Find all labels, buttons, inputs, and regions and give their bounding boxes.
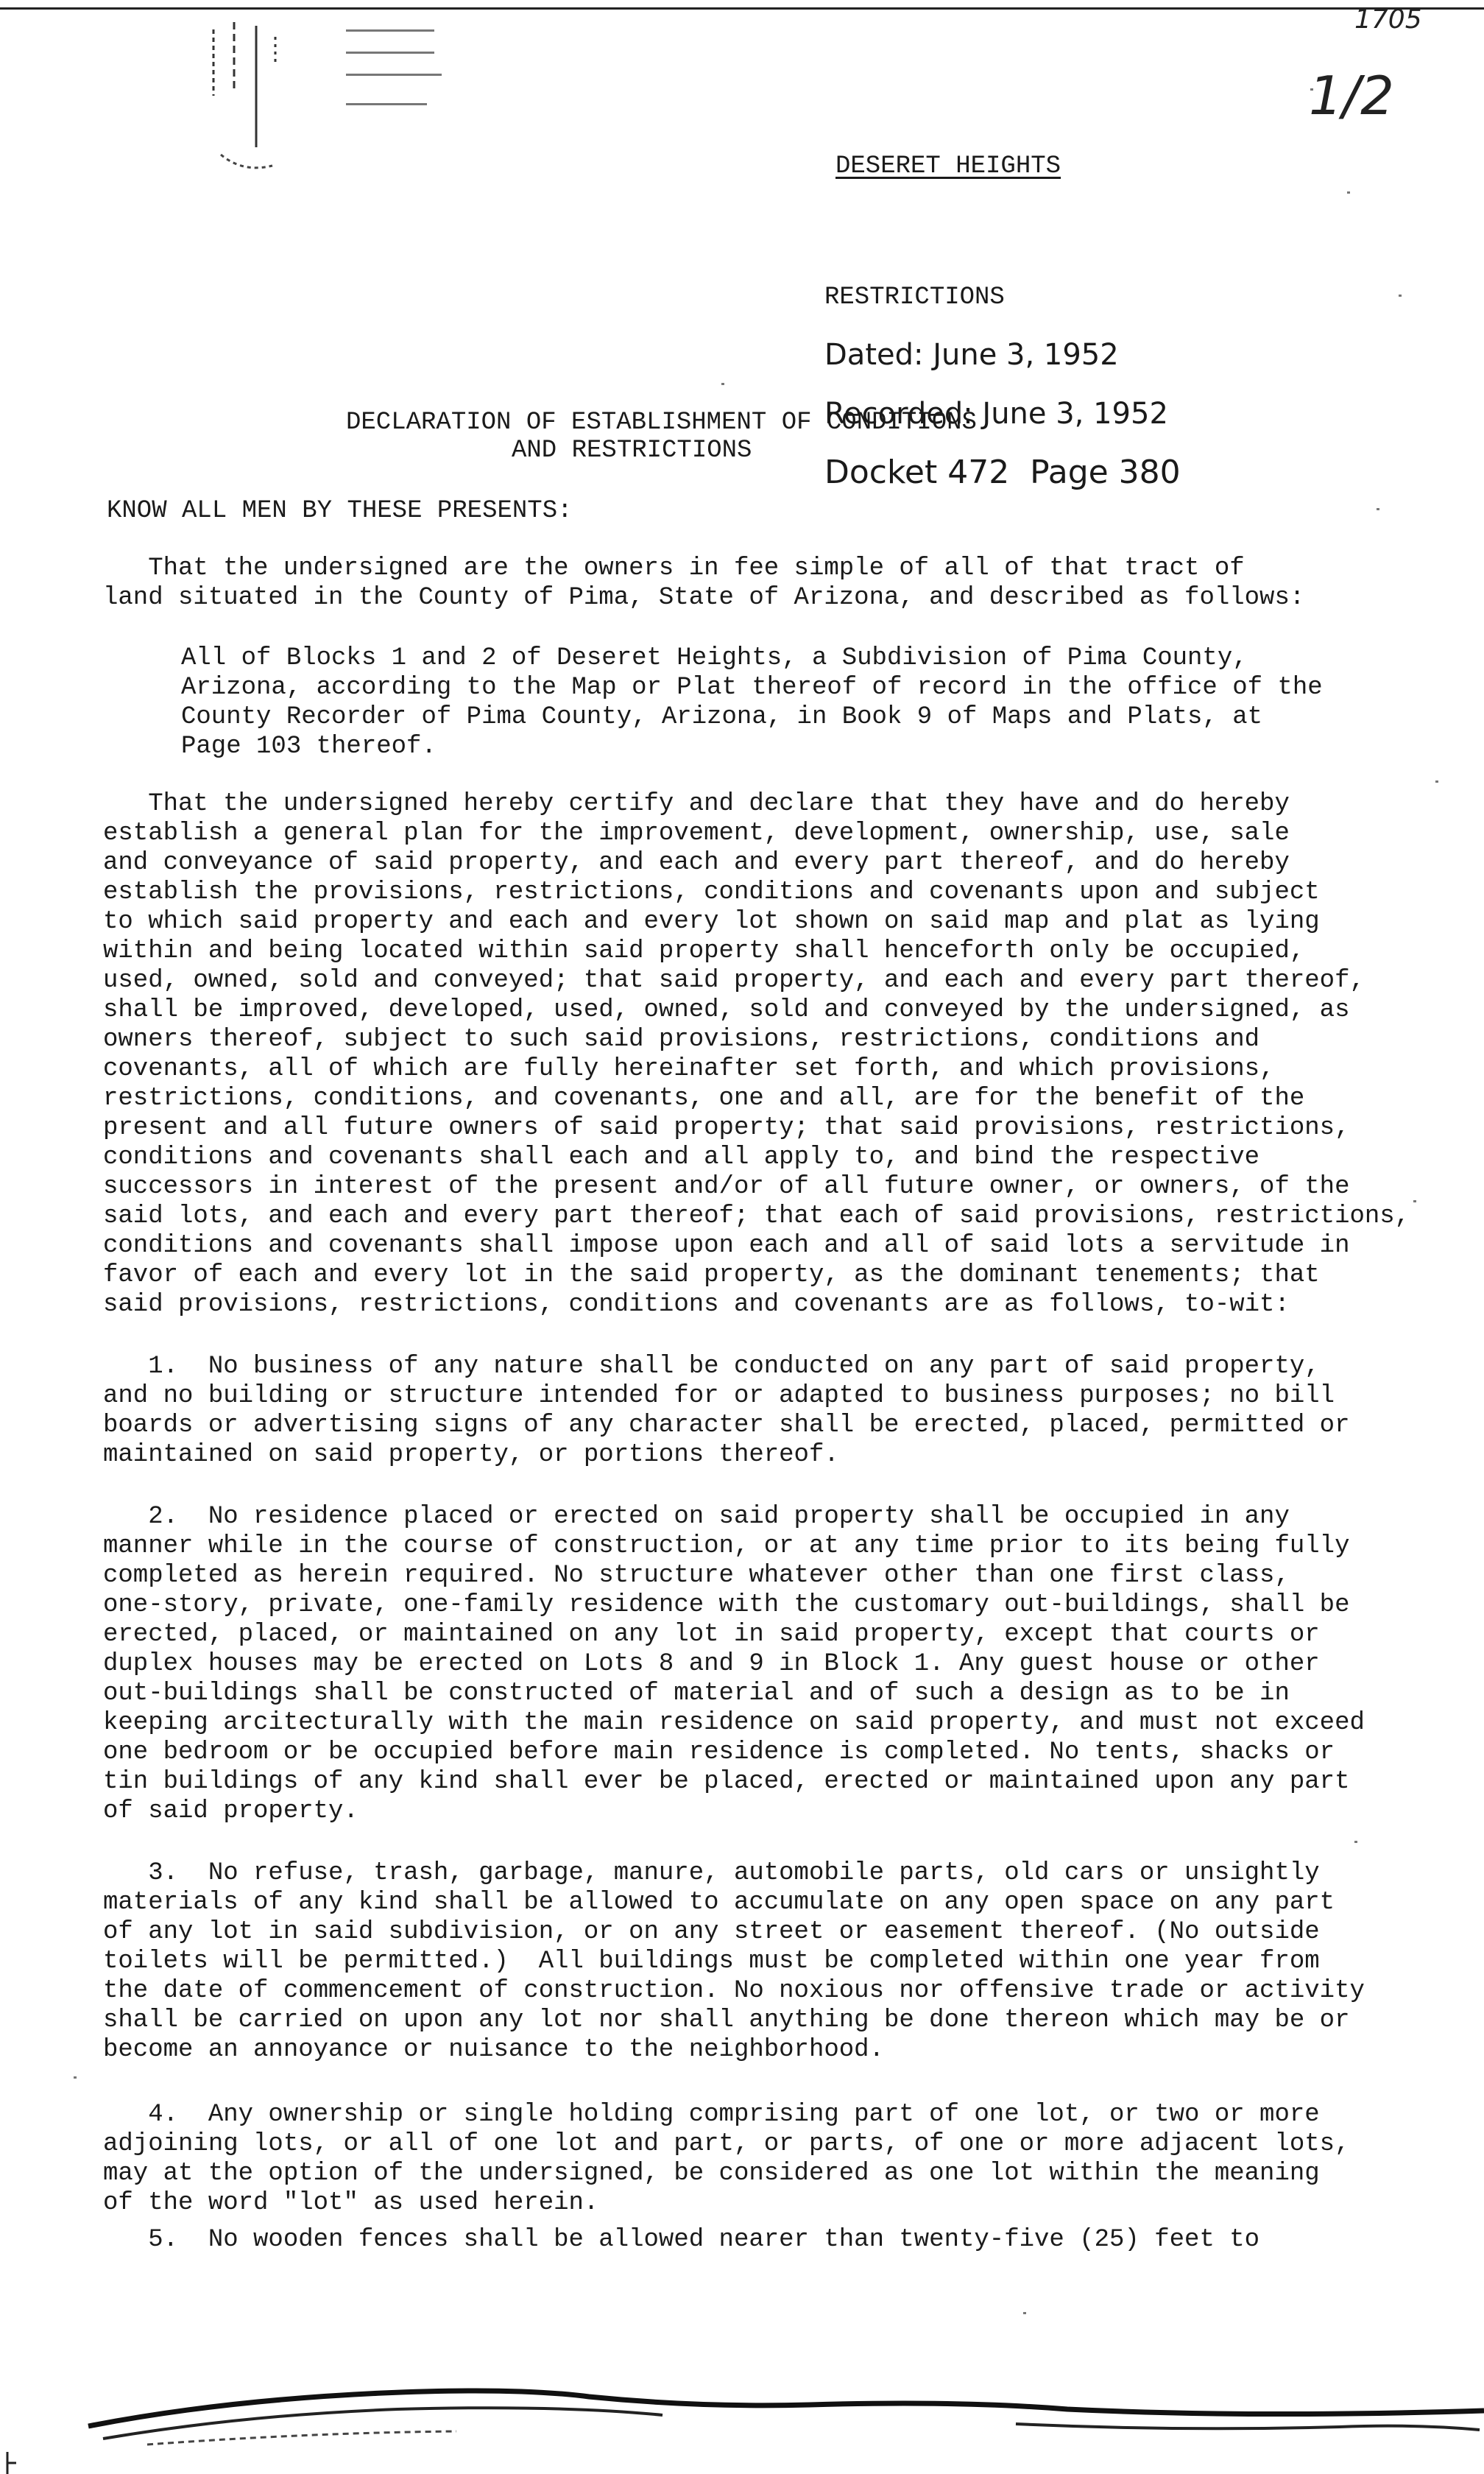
certification-line: That the undersigned hereby certify and declare that they have and do hereby (103, 790, 1290, 818)
covenant-line: tin buildings of any kind shall ever be placed, erected or maintained upon any part (103, 1768, 1350, 1796)
covenant-line: manner while in the course of construction, or at any time prior to its being fully (103, 1532, 1350, 1560)
certification-line: conditions and covenants shall impose upon each and all of said lots a servitude in (103, 1232, 1350, 1260)
legal-description-line: Page 103 thereof. (181, 733, 437, 761)
declaration-heading-line1: DECLARATION OF ESTABLISHMENT OF CONDITIONS (346, 409, 977, 437)
handwritten-page-fraction: 1/2 (1309, 65, 1394, 127)
certification-line: used, owned, sold and conveyed; that said property, and each and every part thereof, (103, 967, 1365, 995)
binder-hole-marks (199, 15, 287, 184)
covenant-line: 5. No wooden fences shall be allowed nearer than twenty-five (25) feet to (103, 2226, 1260, 2254)
torn-page-edge (0, 2356, 1484, 2474)
covenant-line: erected, placed, or maintained on any lot in said property, except that courts or (103, 1621, 1320, 1649)
certification-line: said provisions, restrictions, conditions and covenants are as follows, to-wit: (103, 1291, 1290, 1319)
recording-restrictions: RESTRICTIONS (824, 283, 1005, 311)
certification-line: to which said property and each and every lot shown on said map and plat as lying (103, 908, 1320, 936)
covenant-line: one-story, private, one-family residence with the customary out-buildings, shall be (103, 1591, 1350, 1619)
covenant-line: maintained on said property, or portions thereof. (103, 1441, 839, 1469)
certification-line: present and all future owners of said property; that said provisions, restrictions, (103, 1114, 1350, 1142)
covenant-line: the date of commencement of construction. No noxious nor offensive trade or activity (103, 1977, 1365, 2005)
legal-description-line: County Recorder of Pima County, Arizona, in Book 9 of Maps and Plats, at (181, 703, 1263, 731)
covenant-line: toilets will be permitted.) All buildings must be completed within one year from (103, 1948, 1320, 1976)
certification-line: favor of each and every lot in the said property, as the dominant tenements; that (103, 1261, 1320, 1289)
recording-dated: Dated: June 3, 1952 (824, 338, 1119, 372)
covenant-line: 1. No business of any nature shall be conducted on any part of said property, (103, 1353, 1320, 1381)
covenant-line: of the word "lot" as used herein. (103, 2189, 599, 2217)
covenant-3 (103, 1858, 1472, 2065)
intro-line: land situated in the County of Pima, State of Arizona, and described as follows: (103, 584, 1305, 612)
covenant-line: of any lot in said subdivision, or on any street or easement thereof. (No outside (103, 1918, 1320, 1946)
covenant-1 (103, 1352, 1472, 1470)
legal-description-line: Arizona, according to the Map or Plat thereof of record in the office of the (181, 674, 1323, 702)
certification-line: restrictions, conditions, and covenants, one and all, are for the benefit of the (103, 1085, 1305, 1113)
covenant-4 (103, 2100, 1472, 2218)
certification-line: successors in interest of the present and/or of all future owner, or owners, of the (103, 1173, 1350, 1201)
covenant-line: of said property. (103, 1797, 358, 1825)
covenant-line: one bedroom or be occupied before main residence is completed. No tents, shacks or (103, 1738, 1335, 1766)
legal-description (181, 644, 1484, 761)
covenant-line: duplex houses may be erected on Lots 8 and 9 in Block 1. Any guest house or other (103, 1650, 1320, 1678)
covenant-line: 4. Any ownership or single holding comprising part of one lot, or two or more (103, 2101, 1320, 2129)
certification-line: said lots, and each and every part thereof; that each of said provisions, restrictions, (103, 1202, 1410, 1230)
covenant-line: materials of any kind shall be allowed to accumulate on any open space on any part (103, 1889, 1335, 1917)
covenant-line: keeping arcitecturally with the main residence on said property, and must not exceed (103, 1709, 1365, 1737)
covenant-line: may at the option of the undersigned, be considered as one lot within the meaning (103, 2160, 1320, 2188)
covenant-line: and no building or structure intended for or adapted to business purposes; no bill (103, 1382, 1335, 1410)
declaration-heading-line2: AND RESTRICTIONS (512, 437, 752, 465)
intro-paragraph (103, 554, 1472, 613)
certification-paragraph (103, 789, 1472, 1319)
certification-line: shall be improved, developed, used, owned, sold and conveyed by the undersigned, as (103, 996, 1350, 1024)
covenant-line: 3. No refuse, trash, garbage, manure, automobile parts, old cars or unsightly (103, 1859, 1320, 1887)
recording-docket: Docket 472 Page 380 (824, 454, 1181, 491)
certification-line: within and being located within said property shall henceforth only be occupied, (103, 937, 1305, 965)
covenant-2 (103, 1502, 1472, 1826)
recording-recorded: Recorded: June 3, 1952 (824, 397, 1168, 431)
certification-line: owners thereof, subject to such said provisions, restrictions, conditions and (103, 1026, 1260, 1054)
opening-phrase: KNOW ALL MEN BY THESE PRESENTS: (107, 497, 573, 525)
certification-line: establish a general plan for the improvement, development, ownership, use, sale (103, 820, 1290, 847)
top-border-rule (0, 7, 1484, 10)
certification-line: establish the provisions, restrictions, conditions and covenants upon and subject (103, 878, 1320, 906)
certification-line: conditions and covenants shall each and all apply to, and bind the respective (103, 1143, 1260, 1171)
covenant-line: out-buildings shall be constructed of material and of such a design as to be in (103, 1680, 1290, 1708)
covenant-5 (103, 2225, 1472, 2255)
handwritten-reference-number: 1705 (1354, 4, 1422, 35)
covenant-line: completed as herein required. No structure whatever other than one first class, (103, 1562, 1290, 1590)
legal-description-line: All of Blocks 1 and 2 of Deseret Heights, a Subdivision of Pima County, (181, 644, 1248, 672)
intro-line: That the undersigned are the owners in fee simple of all of that tract of (103, 554, 1245, 582)
certification-line: covenants, all of which are fully hereinafter set forth, and which provisions, (103, 1055, 1275, 1083)
covenant-line: 2. No residence placed or erected on said property shall be occupied in any (103, 1503, 1290, 1531)
covenant-line: boards or advertising signs of any character shall be erected, placed, permitted or (103, 1412, 1350, 1439)
certification-line: and conveyance of said property, and each and every part thereof, and do hereby (103, 849, 1290, 877)
document-title: DESERET HEIGHTS (835, 152, 1061, 180)
covenant-line: shall be carried on upon any lot nor shall anything be done thereon which may be or (103, 2006, 1350, 2034)
covenant-line: adjoining lots, or all of one lot and part, or parts, of one or more adjacent lots, (103, 2130, 1350, 2158)
covenant-line: become an annoyance or nuisance to the neighborhood. (103, 2036, 884, 2064)
recording-info (824, 256, 1181, 502)
